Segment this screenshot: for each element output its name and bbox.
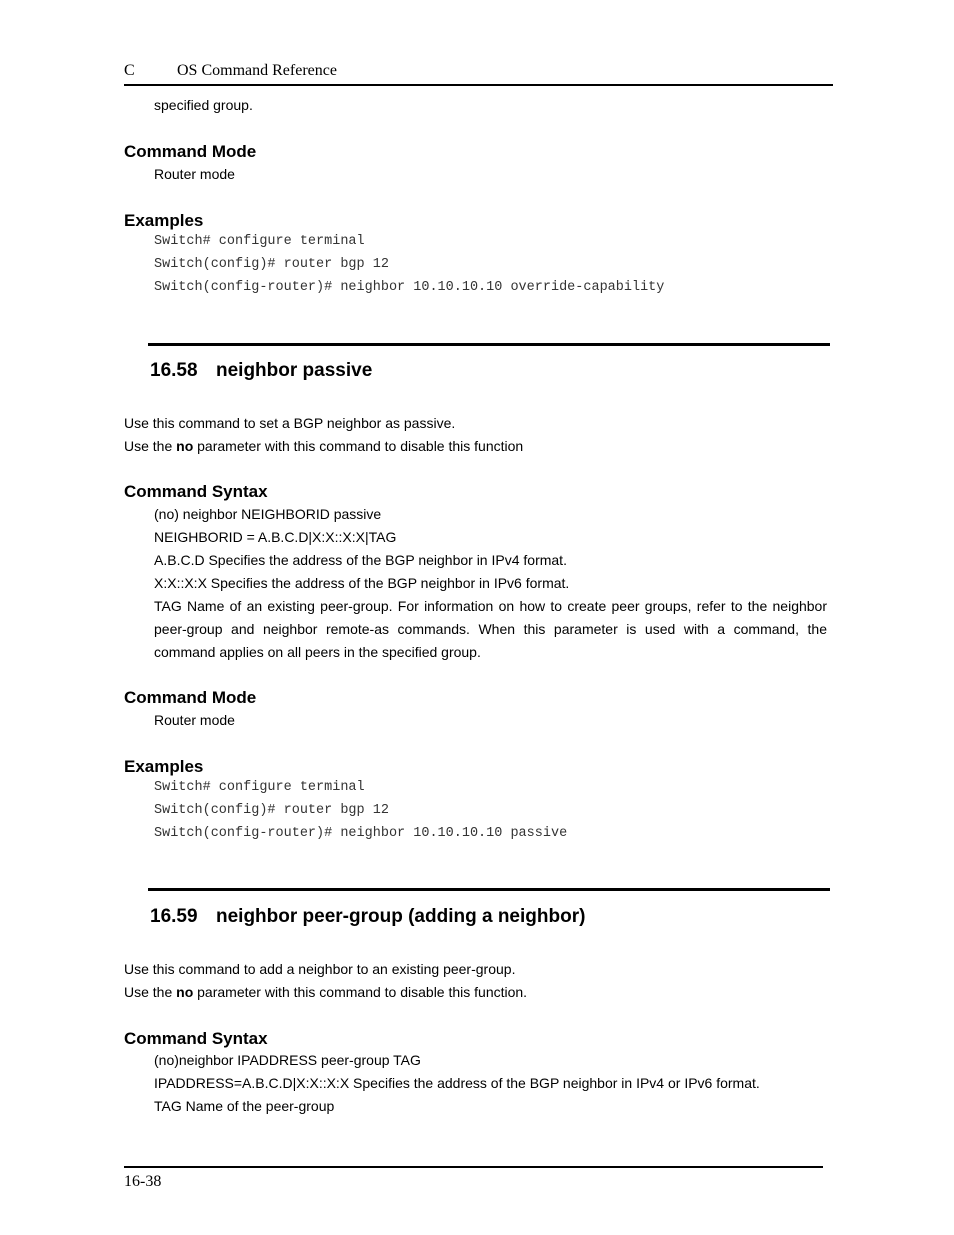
code-line: Switch(config)# router bgp 12 <box>154 803 389 818</box>
section-number: 16.59 <box>150 906 198 927</box>
description-text: Use the <box>124 438 177 454</box>
description-line: Use this command to add a neighbor to an existing peer-group. <box>124 961 516 977</box>
section-heading-16-58 <box>150 360 372 382</box>
prev-code-line: Switch(config)# router bgp 12 <box>154 257 389 272</box>
syntax-line: A.B.C.D Specifies the address of the BGP neighbor in IPv4 format. <box>154 552 567 568</box>
prev-code-line: Switch# configure terminal <box>154 234 365 249</box>
section-rule <box>148 343 830 346</box>
header-letter: C <box>124 62 135 79</box>
syntax-line: X:X::X:X Specifies the address of the BGP neighbor in IPv6 format. <box>154 575 570 591</box>
code-line: Switch(config-router)# neighbor 10.10.10.10 passive <box>154 826 568 841</box>
prev-command-mode-heading: Command Mode <box>124 142 257 161</box>
footer-rule <box>124 1166 823 1168</box>
header-rule <box>124 84 833 86</box>
section-heading-16-59 <box>150 906 585 928</box>
syntax-line: IPADDRESS=A.B.C.D|X:X::X:X Specifies the address of the BGP neighbor in IPv4 or IPv6 format. <box>154 1075 760 1091</box>
prev-tail-text: specified group. <box>154 97 253 113</box>
syntax-line: (no) neighbor NEIGHBORID passive <box>154 506 382 522</box>
section-title: neighbor peer-group (adding a neighbor) <box>216 906 586 927</box>
command-syntax-heading: Command Syntax <box>124 1029 268 1048</box>
section-rule <box>148 888 830 891</box>
prev-command-mode-text: Router mode <box>154 166 235 182</box>
header-title: OS Command Reference <box>177 62 337 79</box>
examples-heading: Examples <box>124 757 204 776</box>
description-text: parameter with this command to disable this function. <box>193 984 528 1000</box>
description-text: parameter with this command to disable this function <box>193 438 524 454</box>
command-mode-heading: Command Mode <box>124 688 257 707</box>
description-line <box>124 438 523 454</box>
command-syntax-heading: Command Syntax <box>124 482 268 501</box>
syntax-line: NEIGHBORID = A.B.C.D|X:X::X:X|TAG <box>154 529 397 545</box>
no-keyword: no <box>176 984 194 1000</box>
section-title: neighbor passive <box>216 360 373 381</box>
prev-code-line: Switch(config-router)# neighbor 10.10.10.10 override-capability <box>154 280 665 295</box>
tag-paragraph: TAG Name of an existing peer-group. For information on how to create peer groups, refer to the neighbor peer-group and neighbor remote-as commands. When this parameter is used with a command, the command applies on all peers in the specified group. <box>154 598 827 660</box>
section-number: 16.58 <box>150 360 198 381</box>
prev-examples-heading: Examples <box>124 211 204 230</box>
syntax-line: TAG Name of the peer-group <box>154 1098 335 1114</box>
code-line: Switch# configure terminal <box>154 780 365 795</box>
page-number: 16-38 <box>124 1173 162 1190</box>
syntax-line: (no)neighbor IPADDRESS peer-group TAG <box>154 1052 421 1068</box>
description-line: Use this command to set a BGP neighbor as passive. <box>124 415 456 431</box>
no-keyword: no <box>176 438 194 454</box>
description-line <box>124 984 527 1000</box>
command-mode-text: Router mode <box>154 712 235 728</box>
description-text: Use the <box>124 984 177 1000</box>
